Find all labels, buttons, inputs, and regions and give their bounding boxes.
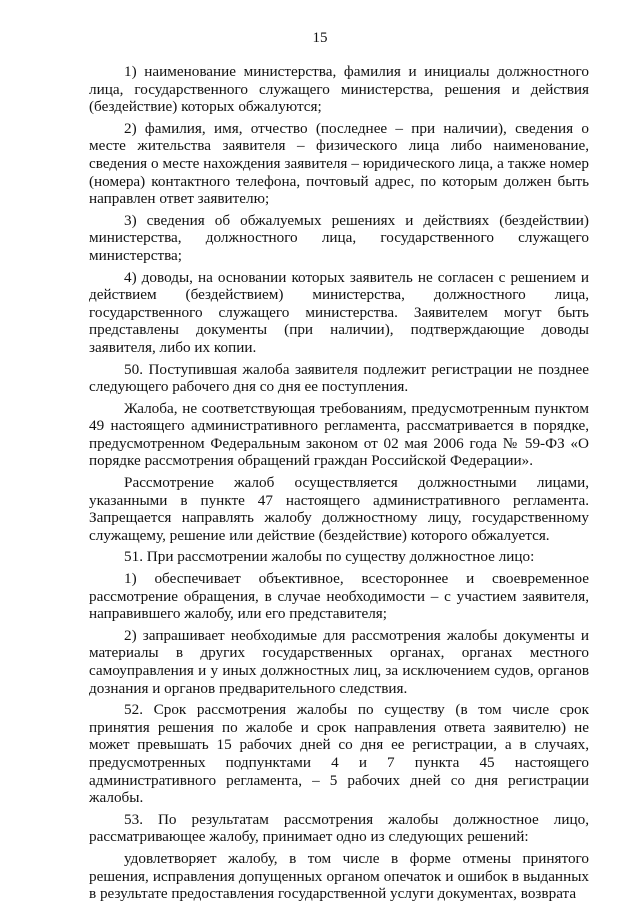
page-number: 15 [312, 30, 328, 46]
paragraph-decision-satisfy: удовлетворяет жалобу, в том числе в форме отмены принятого решения, исправления допущенных органом опечаток и ошибок в выданных в результате предоставления государственной услуги документах, возврата [89, 849, 589, 903]
paragraph-item-3-appealed-decisions: 3) сведения об обжалуемых решениях и действиях (бездействии) министерства, должностного лица, государственного служащего министерства; [89, 211, 589, 264]
paragraph-clause-52: 52. Срок рассмотрения жалобы по существу (в том числе срок принятия решения по жалобе и срок направления ответа заявителю) не может превышать 15 рабочих дней со дня ее регистрации, а в случаях, предусмотренных подпунктами 4 и 7 пункта 45 настоящего административного регламента, – 5 рабочих дней со дня регистрации жалобы. [89, 701, 589, 807]
paragraph-nonconforming-complaint: Жалоба, не соответствующая требованиям, предусмотренным пунктом 49 настоящего административного регламента, рассматривается в порядке, предусмотренном Федеральным законом от 02 мая 2006 года № 59-ФЗ «О порядке рассмотрения обращений граждан Российской Федерации». [89, 399, 589, 470]
paragraph-item-4-arguments: 4) доводы, на основании которых заявитель не согласен с решением и действием (бездействием) министерства, должностного лица, государственного служащего министерства. Заявителем могут быть представлены документы (при наличии), подтверждающие доводы заявителя, либо их копии. [89, 268, 589, 356]
paragraph-clause-50: 50. Поступившая жалоба заявителя подлежит регистрации не позднее следующего рабочего дня со дня ее поступления. [89, 360, 589, 396]
paragraph-clause-51: 51. При рассмотрении жалобы по существу должностное лицо: [124, 548, 535, 566]
paragraph-item-1-ministry-name: 1) наименование министерства, фамилия и инициалы должностного лица, государственного служащего министерства, решения и действия (бездействие) которых обжалуются; [89, 63, 589, 116]
paragraph-clause-51-item-2: 2) запрашивает необходимые для рассмотрения жалобы документы и материалы в других государственных органах, органах местного самоуправления и у иных должностных лиц, за исключением судов, органов дознания и органов предварительного следствия. [89, 626, 589, 697]
paragraph-item-2-applicant-details: 2) фамилия, имя, отчество (последнее – при наличии), сведения о месте жительства заявителя – физического лица либо наименование, сведения о месте нахождения заявителя – юридического лица, а также номер (номера) контактного телефона, почтовый адрес, по которым должен быть направлен ответ заявителю; [89, 119, 589, 208]
document-body [89, 63, 589, 907]
paragraph-clause-51-item-1: 1) обеспечивает объективное, всестороннее и своевременное рассмотрение обращения, в случае необходимости – с участием заявителя, направившего жалобу, или его представителя; [89, 570, 589, 623]
paragraph-clause-53: 53. По результатам рассмотрения жалобы должностное лицо, рассматривающее жалобу, принимает одно из следующих решений: [89, 810, 589, 846]
paragraph-complaint-review: Рассмотрение жалоб осуществляется должностными лицами, указанными в пункте 47 настоящего административного регламента. Запрещается направлять жалобу должностному лицу, государственному служащему, решение или действие (бездействие) которого обжалуется. [89, 474, 589, 544]
